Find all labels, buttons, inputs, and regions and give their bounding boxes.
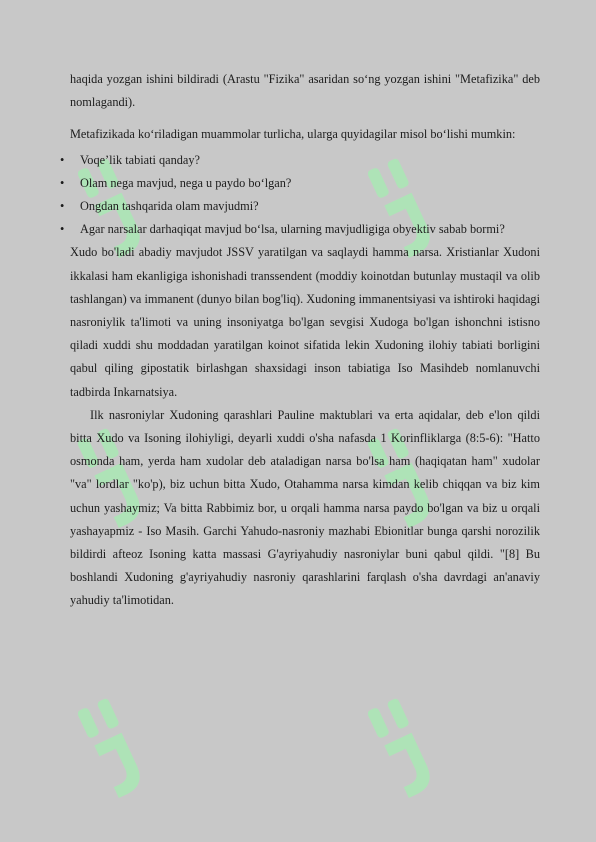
bullet-symbol: • [60,199,65,214]
question-list [60,149,540,242]
list-item [60,149,540,172]
list-item-text: Agar narsalar darhaqiqat mavjud bo‘lsa, ularning mavjudligiga obyektiv sabab bormi? [80,222,505,237]
logo-watermark-icon [368,690,438,810]
bullet-symbol: • [60,175,65,190]
bullet-symbol: • [60,222,65,237]
paragraph-god: Xudo bo'ladi abadiy mavjudot JSSV yaratilgan va saqlaydi hamma narsa. Xristianlar Xudoni ikkalasi ham ekanligiga ishonishadi transsendent (moddiy koinotdan butunlay mustaqil va olib tashlangan) va immanent (dunyo bilan bog'liq). Xudoning immanentsiyasi va ishtiroki haqidagi nasroniylik ta'limoti va uning insoniyatga bo'lgan sevgisi Xudoga bo'lgan ishonchni istisno qiladi xuddi shu moddadan yaratilgan koinot sifatida lekin Xudoning ilohiy tabiati borligini qabul qiling gipostatik birlashgan shaxsidagi inson tabiatiga Iso Masihdeb nomlanuvchi tadbirda Inkarnatsiya. [70,245,540,399]
list-item [60,218,540,241]
list-item-text: Olam nega mavjud, nega u paydo bo‘lgan? [80,175,292,190]
bullet-symbol: • [60,152,65,167]
list-item-text: Voqe’lik tabiati qanday? [80,152,200,167]
list-item [60,172,540,195]
list-item [60,195,540,218]
logo-watermark-icon [78,690,148,810]
paragraph-intro: haqida yozgan ishini bildiradi (Arastu "Fizika" asaridan so‘ng yozgan ishini "Metafizika" deb nomlagandi). [70,72,540,110]
paragraph-early-christians: Ilk nasroniylar Xudoning qarashlari Pauline maktublari va erta aqidalar, deb e'lon qildi bitta Xudo va Isoning ilohiyligi, deyarli xuddi o'sha nafasda 1 Korinfliklarga (8:5-6): "Hatto osmonda ham, yerda ham xudolar deb ataladigan narsa bo'lsa ham (haqiqatan ham" xudolar "va" lordlar "ko'p), biz uchun bitta Xudo, Otahamma narsa kimdan kelib chiqqan va biz kim uchun yashaymiz; Va bitta Rabbimiz bor, u orqali hamma narsa paydo bo'lgan va biz u orqali yashayapmiz - Iso Masih. Garchi Yahudo-nasroniy mazhabi Ebionitlar bunga qarshi norozilik bildirdi afteoz Isoning katta massasi G'ayriyahudiy nasroniylar buni qabul qildi. "[8] Bu boshlandi Xudoning g'ayriyahudiy nasroniy qarashlarini farqlash o'sha davrdagi an'anaviy yahudiy ta'limotidan. [70,407,540,608]
list-item-text: Ongdan tashqarida olam mavjudmi? [80,199,259,214]
paragraph-metaphysics: Metafizikada ko‘riladigan muammolar turlicha, ularga quyidagilar misol bo‘lishi mumkin: [70,127,516,142]
document-body [60,68,540,613]
